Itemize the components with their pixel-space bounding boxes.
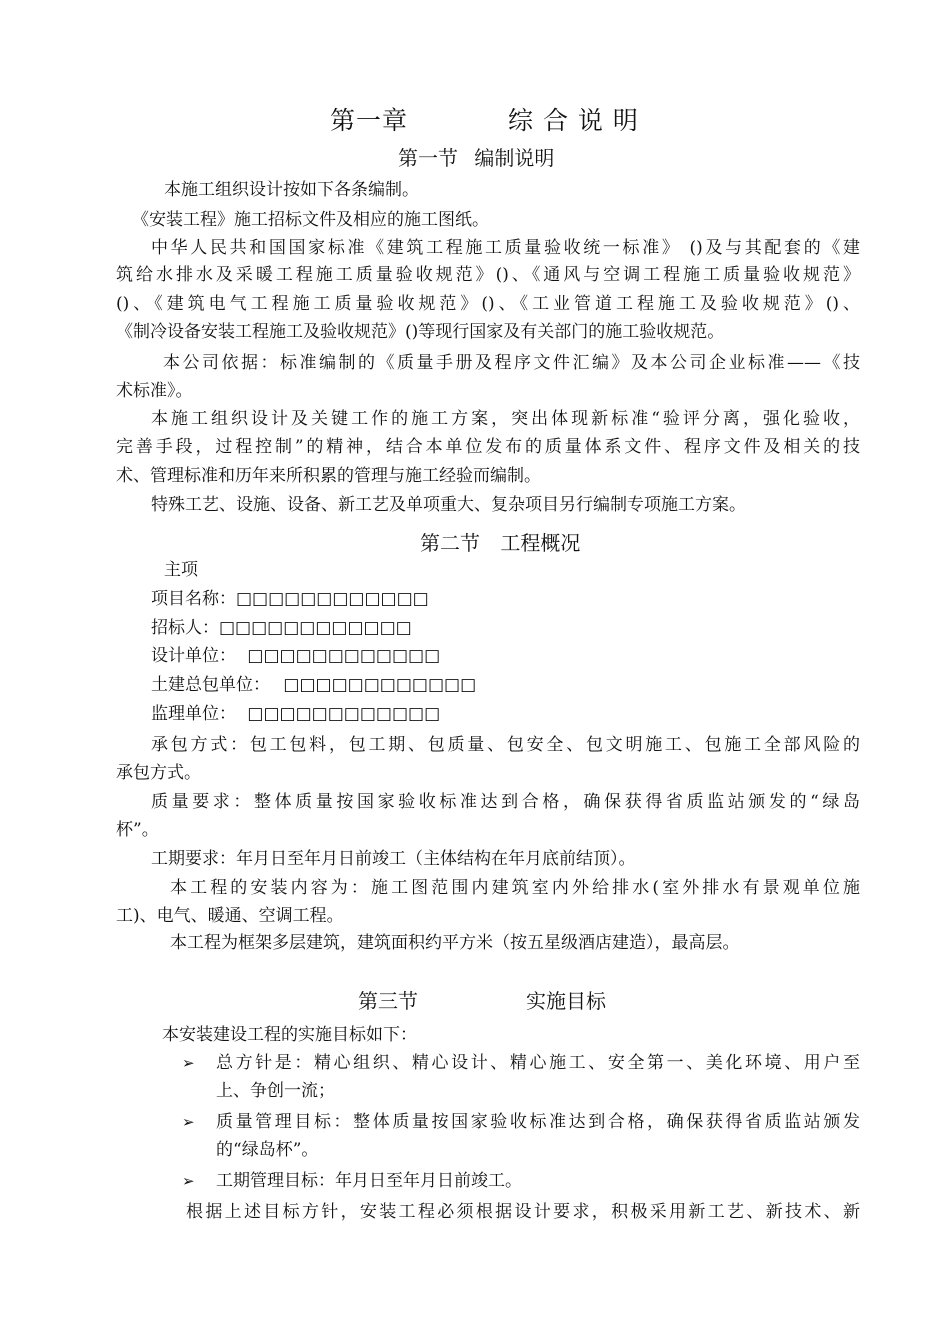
goal-bullet-line: 的“绿岛杯”。 bbox=[216, 1140, 319, 1160]
contractor-field: 土建总包单位： □□□□□□□□□□□□ bbox=[151, 675, 477, 695]
chapter-title: 综 合 说 明 bbox=[508, 106, 639, 135]
section1-paragraph: 特殊工艺、设施、设备、新工艺及单项重大、复杂项目另行编制专项施工方案。 bbox=[151, 495, 746, 515]
designer-field: 设计单位： □□□□□□□□□□□□ bbox=[151, 646, 441, 666]
section1-paragraph-line: 本公司依据：标准编制的《质量手册及程序文件汇编》及本公司企业标准——《技 bbox=[163, 353, 860, 373]
section1-paragraph: 本施工组织设计按如下各条编制。 bbox=[164, 180, 419, 200]
bidder-field: 招标人：□□□□□□□□□□□□ bbox=[151, 618, 412, 638]
schedule-line: 工期要求：年月日至年月日前竣工（主体结构在年月底前结顶）。 bbox=[151, 849, 636, 869]
section1-paragraph-line: 中华人民共和国国家标准《建筑工程施工质量验收统一标准》 ()及与其配套的《建 bbox=[151, 238, 860, 258]
section2-heading: 第二节 工程概况 bbox=[420, 531, 581, 555]
section1-paragraph-line: 筑给水排水及采暖工程施工质量验收规范》()、《通风与空调工程施工质量验收规范》 bbox=[116, 265, 860, 285]
section1-heading: 第一节 编制说明 bbox=[398, 146, 555, 170]
section1-paragraph-line: 本施工组织设计及关键工作的施工方案，突出体现新标准“验评分离，强化验收， bbox=[151, 409, 860, 429]
section1-paragraph-line: 《制冷设备安装工程施工及验收规范》()等现行国家及有关部门的施工验收规范。 bbox=[116, 322, 725, 342]
quality-line: 杯”。 bbox=[116, 820, 159, 840]
goal-bullet-line: 工期管理目标：年月日至年月日前竣工。 bbox=[216, 1171, 522, 1191]
bullet-arrow-icon: ➢ bbox=[182, 1054, 195, 1072]
section1-paragraph-line: 术、管理标准和历年来所积累的管理与施工经验而编制。 bbox=[116, 466, 541, 486]
main-item-label: 主项 bbox=[164, 560, 198, 580]
contract-line: 承包方式：包工包料，包工期、包质量、包安全、包文明施工、包施工全部风险的 bbox=[151, 735, 860, 755]
goal-bullet-line: 质量管理目标：整体质量按国家验收标准达到合格，确保获得省质监站颁发 bbox=[216, 1112, 860, 1132]
bullet-arrow-icon: ➢ bbox=[182, 1113, 195, 1131]
bullet-arrow-icon: ➢ bbox=[182, 1172, 195, 1190]
supervisor-field: 监理单位： □□□□□□□□□□□□ bbox=[151, 704, 441, 724]
section3-closing-line: 根据上述目标方针，安装工程必须根据设计要求，积极采用新工艺、新技术、新 bbox=[186, 1202, 860, 1222]
section3-heading-title: 实施目标 bbox=[526, 989, 606, 1013]
section1-paragraph-line: ()、《建筑电气工程施工质量验收规范》()、《工业管道工程施工及验收规范》()、 bbox=[116, 294, 860, 314]
building-line: 本工程为框架多层建筑，建筑面积约平方米（按五星级酒店建造），最高层。 bbox=[170, 933, 740, 953]
contract-line: 承包方式。 bbox=[116, 763, 201, 783]
section1-paragraph-line: 术标准》。 bbox=[116, 381, 193, 401]
chapter-number: 第一章 bbox=[330, 106, 409, 135]
section1-paragraph: 《安装工程》施工招标文件及相应的施工图纸。 bbox=[132, 210, 489, 230]
section1-paragraph-line: 完善手段，过程控制”的精神，结合本单位发布的质量体系文件、程序文件及相关的技 bbox=[116, 437, 860, 457]
goal-bullet-line: 总方针是：精心组织、精心设计、精心施工、安全第一、美化环境、用户至 bbox=[216, 1053, 860, 1073]
quality-line: 质量要求：整体质量按国家验收标准达到合格，确保获得省质监站颁发的“绿岛 bbox=[151, 792, 860, 812]
section3-heading-number: 第三节 bbox=[358, 989, 418, 1013]
project-name-field: 项目名称：□□□□□□□□□□□□ bbox=[151, 589, 429, 609]
content-line: 工)、电气、暖通、空调工程。 bbox=[116, 906, 344, 926]
content-line: 本工程的安装内容为：施工图范围内建筑室内外给排水(室外排水有景观单位施 bbox=[170, 878, 860, 898]
section3-intro: 本安装建设工程的实施目标如下： bbox=[162, 1025, 417, 1045]
goal-bullet-line: 上、争创一流； bbox=[216, 1081, 335, 1101]
